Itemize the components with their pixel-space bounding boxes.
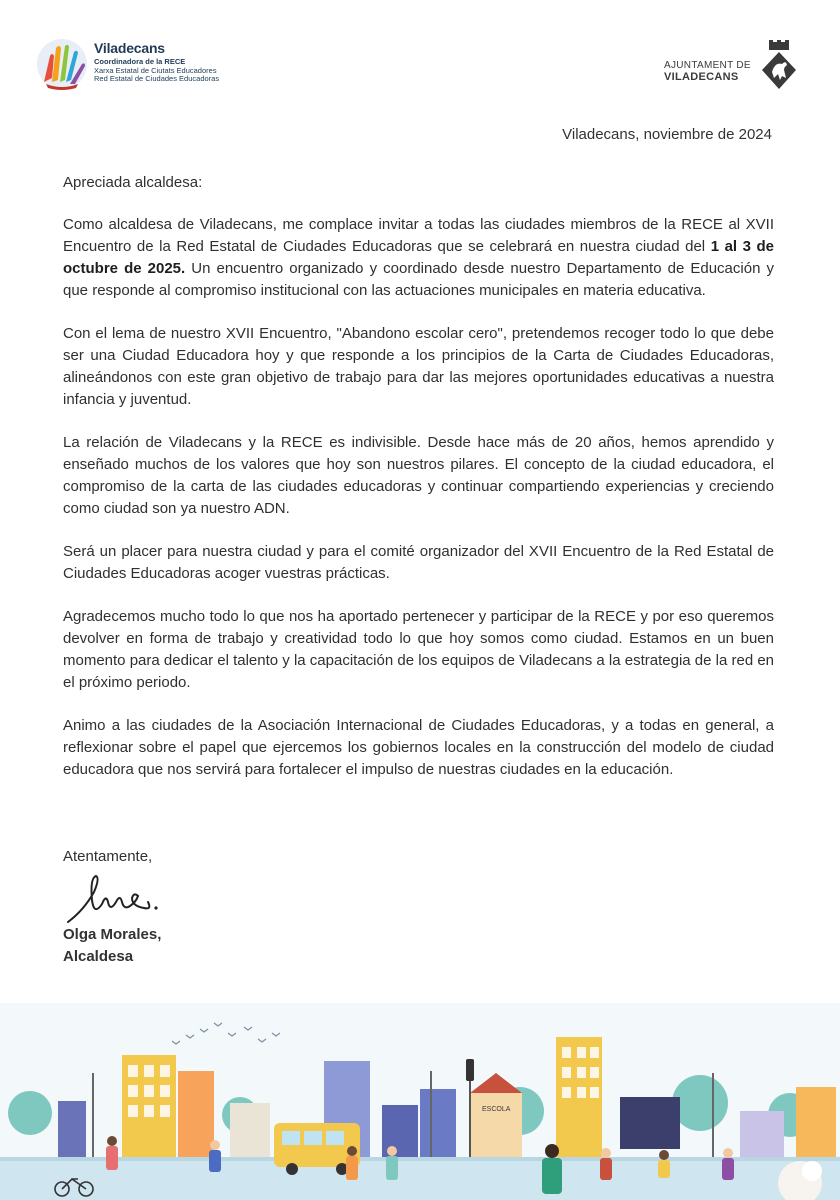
paragraph-6: Animo a las ciudades de la Asociación Internacional de Ciudades Educadoras, y a todas en general, a reflexionar sobre el papel que ejercemos los gobiernos locales en la construcción del modelo de ciudad educadora que nos servirá para fortalecer el impulso de nuestras ciudades en la educación.	[63, 717, 774, 778]
signer-title: Alcaldesa	[63, 948, 134, 965]
paragraph-5: Agradecemos mucho todo lo que nos ha aportado pertenecer y participar de la RECE y por eso queremos devolver en forma de trabajo y creatividad todo lo que hoy somos como ciudad. Estamos en un buen momento para dedicar el talento y la capacitación de los equipos de Viladecans a la estrategia de la red en el próximo periodo.	[63, 608, 775, 691]
building	[230, 1103, 270, 1161]
building	[178, 1071, 214, 1161]
letter-body	[63, 172, 774, 802]
closing: Atentamente,	[63, 848, 153, 865]
letterhead	[0, 0, 840, 110]
paragraph-4: Será un placer para nuestra ciudad y para el comité organizador del XVII Encuentro de la Red Estatal de Ciudades Educadoras acoger vuestras prácticas.	[63, 543, 774, 582]
logo-line-spanish: Red Estatal de Ciudades Educadoras	[94, 74, 220, 83]
city-illustration	[0, 1003, 840, 1200]
paragraph-1-rest: Un encuentro organizado y coordinado desde nuestro Departamento de Educación y que responde al compromiso institucional con las actuaciones municipales en materia educativa.	[63, 260, 774, 299]
event-dates: 1 al 3 de octubre de 2025.	[63, 238, 775, 277]
signer-name: Olga Morales,	[63, 926, 162, 943]
school-sign: ESCOLA	[482, 1106, 511, 1113]
building	[58, 1101, 86, 1161]
building	[740, 1111, 784, 1161]
greeting: Apreciada alcaldesa:	[63, 174, 203, 191]
rece-hands-logo	[34, 38, 90, 90]
signer-block	[63, 924, 161, 968]
stage	[620, 1097, 680, 1149]
building	[796, 1087, 836, 1161]
street	[0, 1159, 840, 1200]
paragraph-1	[63, 214, 774, 302]
traffic-light-icon	[466, 1059, 474, 1081]
paragraph-1-intro: Como alcaldesa de Viladecans, me complace invitar a todas las ciudades miembros de la RECE al XVII Encuentro de la Red Estatal de Ciudades Educadoras que se celebrará en nuestra ciudad del	[63, 216, 774, 255]
paragraph-2: Con el lema de nuestro XVII Encuentro, "Abandono escolar cero", pretendemos recoger todo lo que debe ser una Ciudad Educadora hoy y que responde a los principios de la Carta de Ciudades Educadoras, alineándonos con este gran objetivo de trabajo para dar las mejores oportunidades educativas a nuestra infancia y juventud.	[63, 325, 774, 408]
logo-line-catalan: Xarxa Estatal de Ciutats Educadores	[94, 65, 217, 75]
building	[420, 1089, 456, 1161]
handwritten-signature	[64, 864, 164, 928]
ajuntament-line2: VILADECANS	[664, 71, 739, 83]
letter-date: Viladecans, noviembre de 2024	[562, 126, 772, 143]
school-building	[470, 1093, 522, 1161]
ajuntament-line1: AJUNTAMENT DE	[664, 60, 751, 71]
logo-subtitle: Coordinadora de la RECE	[94, 57, 186, 66]
paragraph-3: La relación de Viladecans y la RECE es indivisible. Desde hace más de 20 años, hemos aprendido y enseñado muchos de los valores que hoy son nuestros pilares. El concepto de la ciudad educadora, el compromiso de la carta de las ciudades educadoras y continuar compartiendo experiencias y creciendo como ciudad son ya nuestro ADN.	[63, 434, 774, 517]
logo-title: Viladecans	[94, 40, 165, 56]
ajuntament-label	[664, 60, 751, 83]
rece-logo-text	[94, 41, 219, 83]
city-crest-icon	[760, 40, 798, 90]
